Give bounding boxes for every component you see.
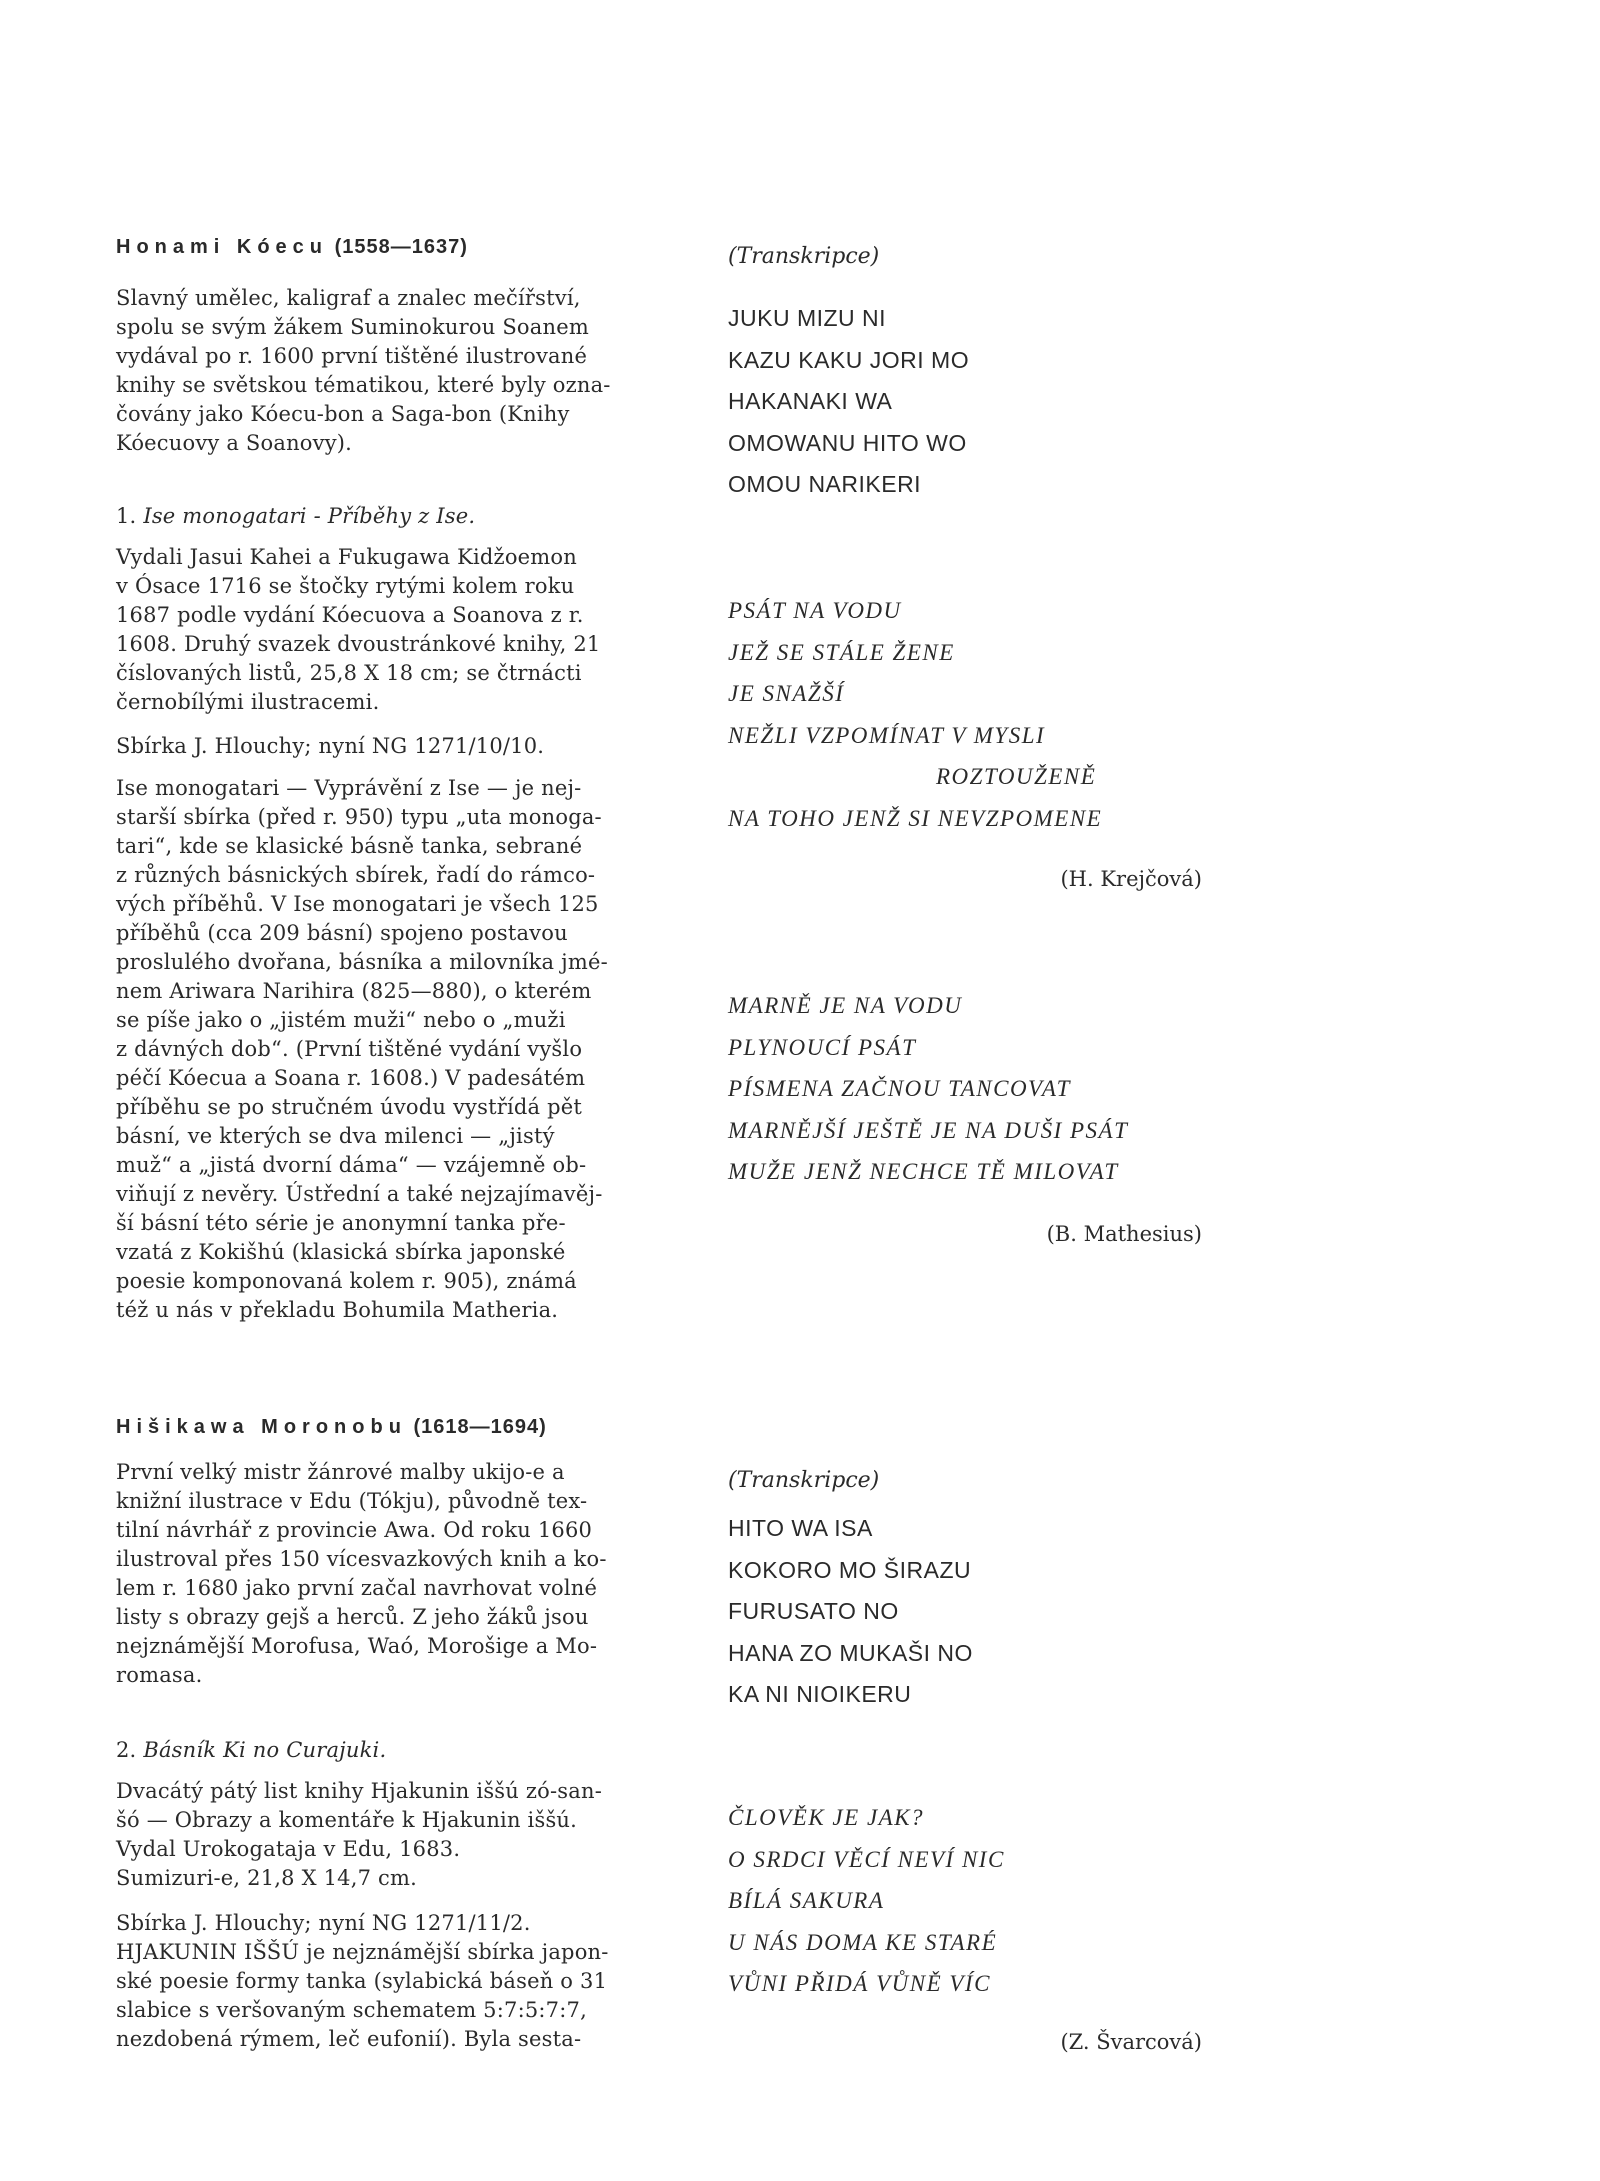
bio-line: čovány jako Kóecu-bon a Saga-bon (Knihy — [116, 402, 570, 426]
item-title: Ise monogatari - Příběhy z Ise. — [143, 504, 476, 528]
verse-line: PSÁT NA VODU — [728, 598, 902, 623]
verse-line: MARNĚ JE NA VODU — [728, 993, 963, 1018]
desc-line: příběhů (cca 209 básní) spojeno postavou — [116, 921, 568, 945]
bio-line: knihy se světskou tématikou, které byly ozna- — [116, 373, 611, 397]
verse-line: O SRDCI VĚCÍ NEVÍ NIC — [728, 1846, 1005, 1872]
section2-collection: Sbírka J. Hlouchy; nyní NG 1271/11/2. — [116, 1911, 531, 1935]
pub-line: Vydal Urokogataja v Edu, 1683. — [116, 1837, 461, 1861]
desc-line: básní, ve kterých se dva milenci — „jistý — [116, 1124, 555, 1148]
section2-translator: (Z. Švarcová) — [1060, 2030, 1202, 2054]
section1-item-title — [116, 502, 696, 531]
desc-line: se píše jako o „jistém muži“ nebo o „muži — [116, 1008, 566, 1032]
desc-line: ší básní této série je anonymní tanka pře- — [116, 1211, 566, 1235]
verse-line: PLYNOUCÍ PSÁT — [728, 1034, 917, 1060]
pub-line: Sumizuri-e, 21,8 X 14,7 cm. — [116, 1866, 417, 1890]
section1-description — [116, 774, 696, 1325]
desc-line: starší sbírka (před r. 950) typu „uta monoga- — [116, 805, 602, 829]
transcription-line: KA NI NIOIKERU — [728, 1681, 912, 1707]
pub-line: Dvacátý pátý list knihy Hjakunin iššú zó-san- — [116, 1779, 603, 1803]
bio-line: ilustroval přes 150 vícesvazkových knih a ko- — [116, 1547, 607, 1571]
desc-line: slabice s veršovaným schematem 5:7:5:7:7, — [116, 1998, 587, 2022]
section2-publication — [116, 1777, 696, 1893]
desc-line: nezdobená rýmem, leč eufonií). Byla sesta- — [116, 2027, 582, 2051]
desc-line: viňují z nevěry. Ústřední a také nejzajímavěj- — [116, 1182, 603, 1206]
verse-line: JE SNAŽŠÍ — [728, 681, 845, 706]
desc-line: poesie komponovaná kolem r. 905), známá — [116, 1269, 577, 1293]
verse-line: ROZTOUŽENĚ — [936, 764, 1097, 789]
transcription-line: KOKORO MO ŠIRAZU — [728, 1556, 972, 1583]
desc-line: z různých básnických sbírek, řadí do rámco- — [116, 863, 596, 887]
section2-item-title — [116, 1736, 696, 1765]
artist-name: Honami Kóecu — [116, 236, 329, 258]
desc-line: HJAKUNIN IŠŠÚ je nejznámější sbírka japon- — [116, 1940, 609, 1964]
pub-line: černobílými ilustracemi. — [116, 690, 380, 714]
desc-line: vzatá z Kokišhú (klasická sbírka japonské — [116, 1240, 566, 1264]
artist-years: (1618—1694) — [413, 1416, 547, 1438]
section2-bio — [116, 1458, 696, 1690]
desc-line: nem Ariwara Narihira (825—880), o kterém — [116, 979, 592, 1003]
artist-name: Hišikawa Moronobu — [116, 1416, 407, 1438]
transcription-line: OMOWANU HITO WO — [728, 429, 967, 456]
item-number: 2. — [116, 1738, 137, 1762]
bio-line: tilní návrhář z provincie Awa. Od roku 1660 — [116, 1518, 593, 1542]
desc-line: příběhu se po stručném úvodu vystřídá pět — [116, 1095, 583, 1119]
bio-line: Slavný umělec, kaligraf a znalec mečířství, — [116, 286, 581, 310]
desc-line: tari“, kde se klasické básně tanka, sebrané — [116, 834, 583, 858]
verse-line: BÍLÁ SAKURA — [728, 1888, 885, 1913]
section1-collection: Sbírka J. Hlouchy; nyní NG 1271/10/10. — [116, 734, 545, 758]
bio-line: listy s obrazy gejš a herců. Z jeho žáků jsou — [116, 1605, 589, 1629]
transcription-line: OMOU NARIKERI — [728, 471, 922, 497]
section1-translation-krejcova — [728, 590, 1248, 839]
bio-line: Kóecuovy a Soanovy). — [116, 431, 353, 455]
section1-transcription — [728, 298, 1248, 506]
verse-line: ČLOVĚK JE JAK? — [728, 1805, 925, 1830]
artist-years: (1558—1637) — [334, 236, 468, 258]
section1-bio — [116, 284, 696, 458]
section2-collection-and-description — [116, 1909, 696, 2054]
transcription-line: HANA ZO MUKAŠI NO — [728, 1639, 973, 1666]
desc-line: muž“ a „jistá dvorní dáma“ — vzájemně ob- — [116, 1153, 587, 1177]
verse-line: MUŽE JENŽ NECHCE TĚ MILOVAT — [728, 1159, 1119, 1184]
section2-transcription — [728, 1508, 1248, 1716]
desc-line: proslulého dvořana, básníka a milovníka jmé- — [116, 950, 608, 974]
desc-line: Ise monogatari — Vyprávění z Ise — je nej- — [116, 776, 582, 800]
transcription-line: KAZU KAKU JORI MO — [728, 346, 970, 373]
bio-line: vydával po r. 1600 první tištěné ilustrované — [116, 344, 588, 368]
bio-line: romasa. — [116, 1663, 203, 1687]
section2-translation-svarcova — [728, 1797, 1248, 2005]
desc-line: ské poesie formy tanka (sylabická báseň o 31 — [116, 1969, 608, 1993]
section1-heading — [116, 236, 696, 259]
item-number: 1. — [116, 504, 137, 528]
desc-line: z dávných dob“. (První tištěné vydání vyšlo — [116, 1037, 583, 1061]
section1-translator1: (H. Krejčová) — [1060, 867, 1202, 891]
transcription-line: FURUSATO NO — [728, 1598, 899, 1624]
section1-translator2: (B. Mathesius) — [1046, 1222, 1202, 1246]
bio-line: spolu se svým žákem Suminokurou Soanem — [116, 315, 589, 339]
section1-translation-mathesius — [728, 985, 1248, 1193]
bio-line: První velký mistr žánrové malby ukijo-e a — [116, 1460, 565, 1484]
verse-line: U NÁS DOMA KE STARÉ — [728, 1929, 998, 1955]
desc-line: vých příběhů. V Ise monogatari je všech 125 — [116, 892, 599, 916]
bio-line: lem r. 1680 jako první začal navrhovat volné — [116, 1576, 598, 1600]
item-title: Básník Ki no Curajuki. — [143, 1738, 387, 1762]
pub-line: Vydali Jasui Kahei a Fukugawa Kidžoemon — [116, 545, 577, 569]
transcription-line: HITO WA ISA — [728, 1515, 873, 1541]
bio-line: knižní ilustrace v Edu (Tókju), původně tex- — [116, 1489, 588, 1513]
desc-line: též u nás v překladu Bohumila Matheria. — [116, 1298, 559, 1322]
pub-line: 1687 podle vydání Kóecuova a Soanova z r. — [116, 603, 584, 627]
verse-line: JEŽ SE STÁLE ŽENE — [728, 639, 955, 665]
pub-line: 1608. Druhý svazek dvoustránkové knihy, 21 — [116, 632, 601, 656]
pub-line: šó — Obrazy a komentáře k Hjakunin iššú. — [116, 1808, 578, 1832]
verse-line: NEŽLI VZPOMÍNAT V MYSLI — [728, 722, 1046, 748]
bio-line: nejznámější Morofusa, Waó, Morošige a Mo- — [116, 1634, 598, 1658]
verse-line: NA TOHO JENŽ SI NEVZPOMENE — [728, 805, 1103, 831]
desc-line: péčí Kóecua a Soana r. 1608.) V padesátém — [116, 1066, 586, 1090]
transcription-line: JUKU MIZU NI — [728, 305, 887, 331]
section2-heading — [116, 1416, 696, 1439]
verse-line: PÍSMENA ZAČNOU TANCOVAT — [728, 1076, 1071, 1101]
verse-line: VŮNI PŘIDÁ VŮNĚ VÍC — [728, 1971, 991, 1996]
section2-transcription-label: (Transkripce) — [728, 1468, 880, 1493]
transcription-line: HAKANAKI WA — [728, 388, 893, 414]
pub-line: číslovaných listů, 25,8 X 18 cm; se čtrnácti — [116, 661, 582, 685]
verse-line: MARNĚJŠÍ JEŠTĚ JE NA DUŠI PSÁT — [728, 1117, 1129, 1143]
section1-transcription-label: (Transkripce) — [728, 244, 880, 269]
section1-publication — [116, 543, 696, 717]
pub-line: v Ósace 1716 se štočky rytými kolem roku — [116, 574, 575, 598]
